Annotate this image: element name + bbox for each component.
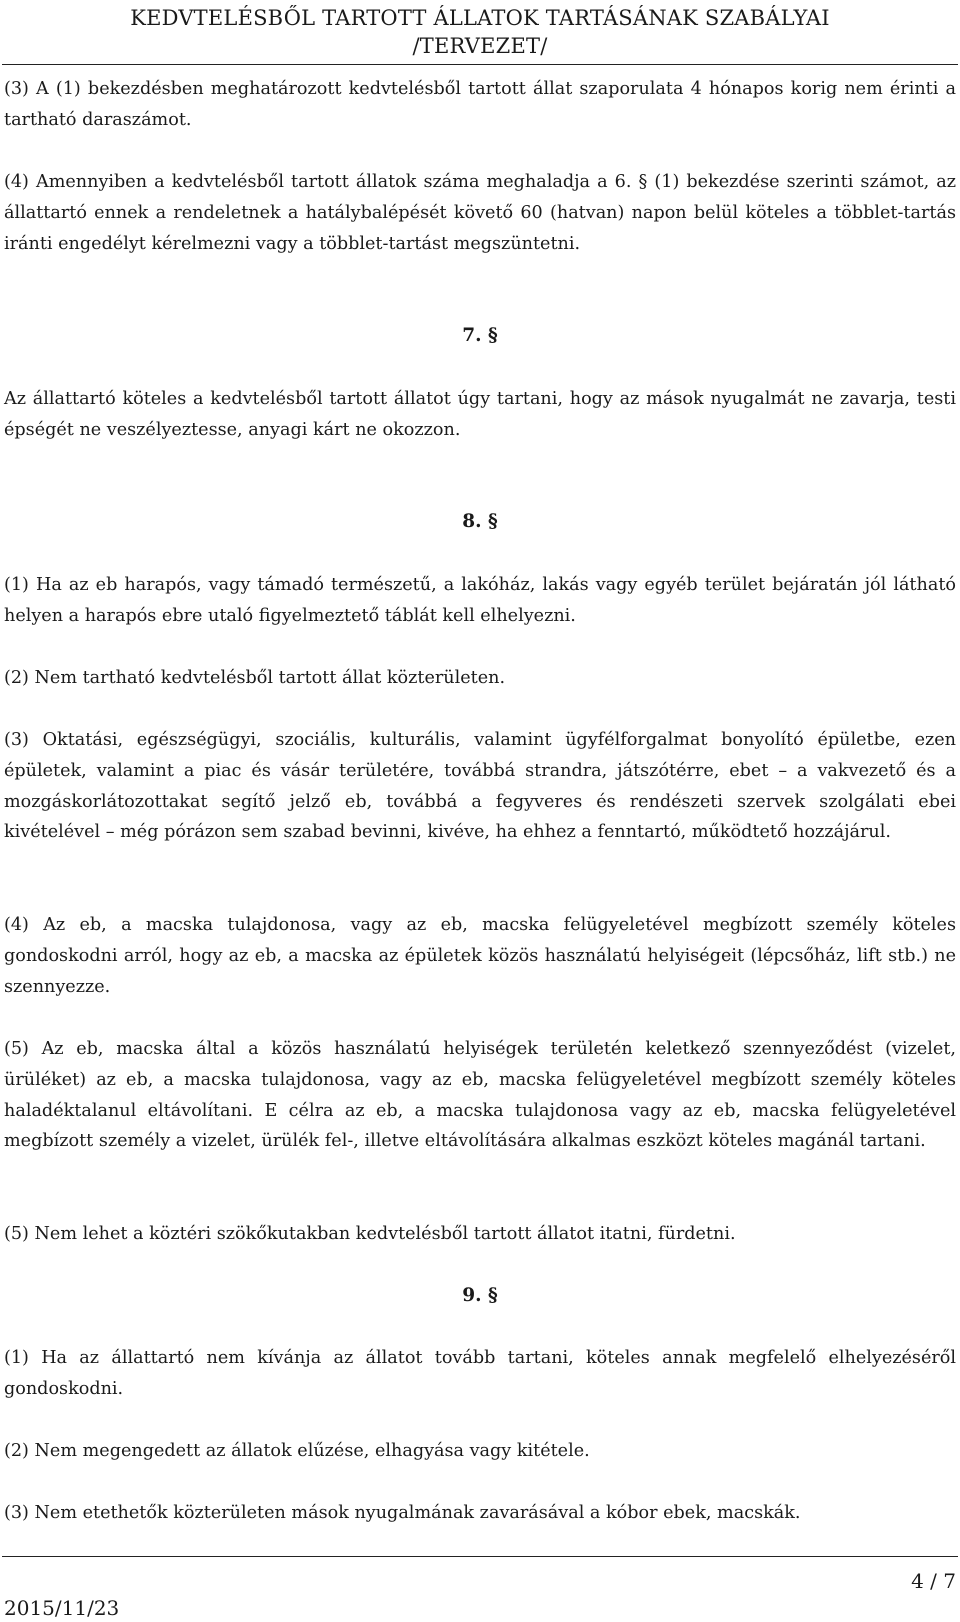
section-heading-8: 8. §	[462, 511, 498, 532]
footer-date: 2015/11/23	[4, 1596, 120, 1620]
paragraph-8-4: (4) Az eb, a macska tulajdonosa, vagy az eb, macska felügyeletével megbízott személy köteles gondoskodni arról, hogy az eb, a macska az épületek közös használatú helyiségeit (lépcsőház, lift stb.) ne szennyezze.	[4, 915, 956, 997]
paragraph-8-3: (3) Oktatási, egészségügyi, szociális, kulturális, valamint ügyfélforgalmat bonyolító épületbe, ezen épületek, valamint a piac és vásár területére, továbbá strandra, játszótérre, ebet – a vakvezető és a mozgáskorlátozottakat segítő jelző eb, továbbá a fegyveres és rendészeti szervek szolgálati ebei kivételével – még pórázon sem szabad bevinni, kivéve, ha ehhez a fenntartó, működtető hozzájárul.	[4, 730, 956, 843]
paragraph-6-3: (3) A (1) bekezdésben meghatározott kedvtelésből tartott állat szaporulata 4 hónapos korig nem érinti a tartható daraszámot.	[4, 79, 956, 130]
page-header	[0, 4, 960, 60]
header-subtitle: /TERVEZET/	[412, 34, 548, 58]
section-heading-9: 9. §	[462, 1285, 498, 1306]
paragraph-8-2: (2) Nem tartható kedvtelésből tartott állat közterületen.	[4, 668, 506, 688]
page-number: 4 / 7	[911, 1569, 956, 1593]
paragraph-9-1: (1) Ha az állattartó nem kívánja az állatot tovább tartani, köteles annak megfelelő elhelyezéséről gondoskodni.	[4, 1348, 956, 1399]
footer-divider	[2, 1556, 958, 1557]
paragraph-9-3: (3) Nem etethetők közterületen mások nyugalmának zavarásával a kóbor ebek, macskák.	[4, 1503, 801, 1523]
paragraph-6-4: (4) Amennyiben a kedvtelésből tartott állatok száma meghaladja a 6. § (1) bekezdése szerinti számot, az állattartó ennek a rendeletnek a hatálybalépését követő 60 (hatvan) napon belül köteles a többlet-tartás iránti engedélyt kérelmezni vagy a többlet-tartást megszüntetni.	[4, 172, 956, 254]
paragraph-8-5b: (5) Nem lehet a köztéri szökőkutakban kedvtelésből tartott állatot itatni, fürdetni.	[4, 1224, 736, 1244]
paragraph-9-2: (2) Nem megengedett az állatok elűzése, elhagyása vagy kitétele.	[4, 1441, 590, 1461]
paragraph-7: Az állattartó köteles a kedvtelésből tartott állatot úgy tartani, hogy az mások nyugalmát ne zavarja, testi épségét ne veszélyeztesse, anyagi kárt ne okozzon.	[4, 389, 956, 440]
header-title: KEDVTELÉSBŐL TARTOTT ÁLLATOK TARTÁSÁNAK SZABÁLYAI	[130, 6, 830, 30]
paragraph-8-5: (5) Az eb, macska által a közös használatú helyiségek területén keletkező szennyeződést (vizelet, ürüléket) az eb, a macska tulajdonosa, vagy az eb, macska felügyeletével megbízott személy köteles haladéktalanul eltávolítani. E célra az eb, a macska tulajdonosa vagy az eb, macska felügyeletével megbízott személy a vizelet, ürülék fel-, illetve eltávolítására alkalmas eszközt köteles magánál tartani.	[4, 1039, 956, 1152]
paragraph-8-1: (1) Ha az eb harapós, vagy támadó természetű, a lakóház, lakás vagy egyéb terület bejáratán jól látható helyen a harapós ebre utaló figyelmeztető táblát kell elhelyezni.	[4, 575, 956, 626]
section-heading-7: 7. §	[462, 325, 498, 346]
header-divider	[2, 64, 958, 65]
